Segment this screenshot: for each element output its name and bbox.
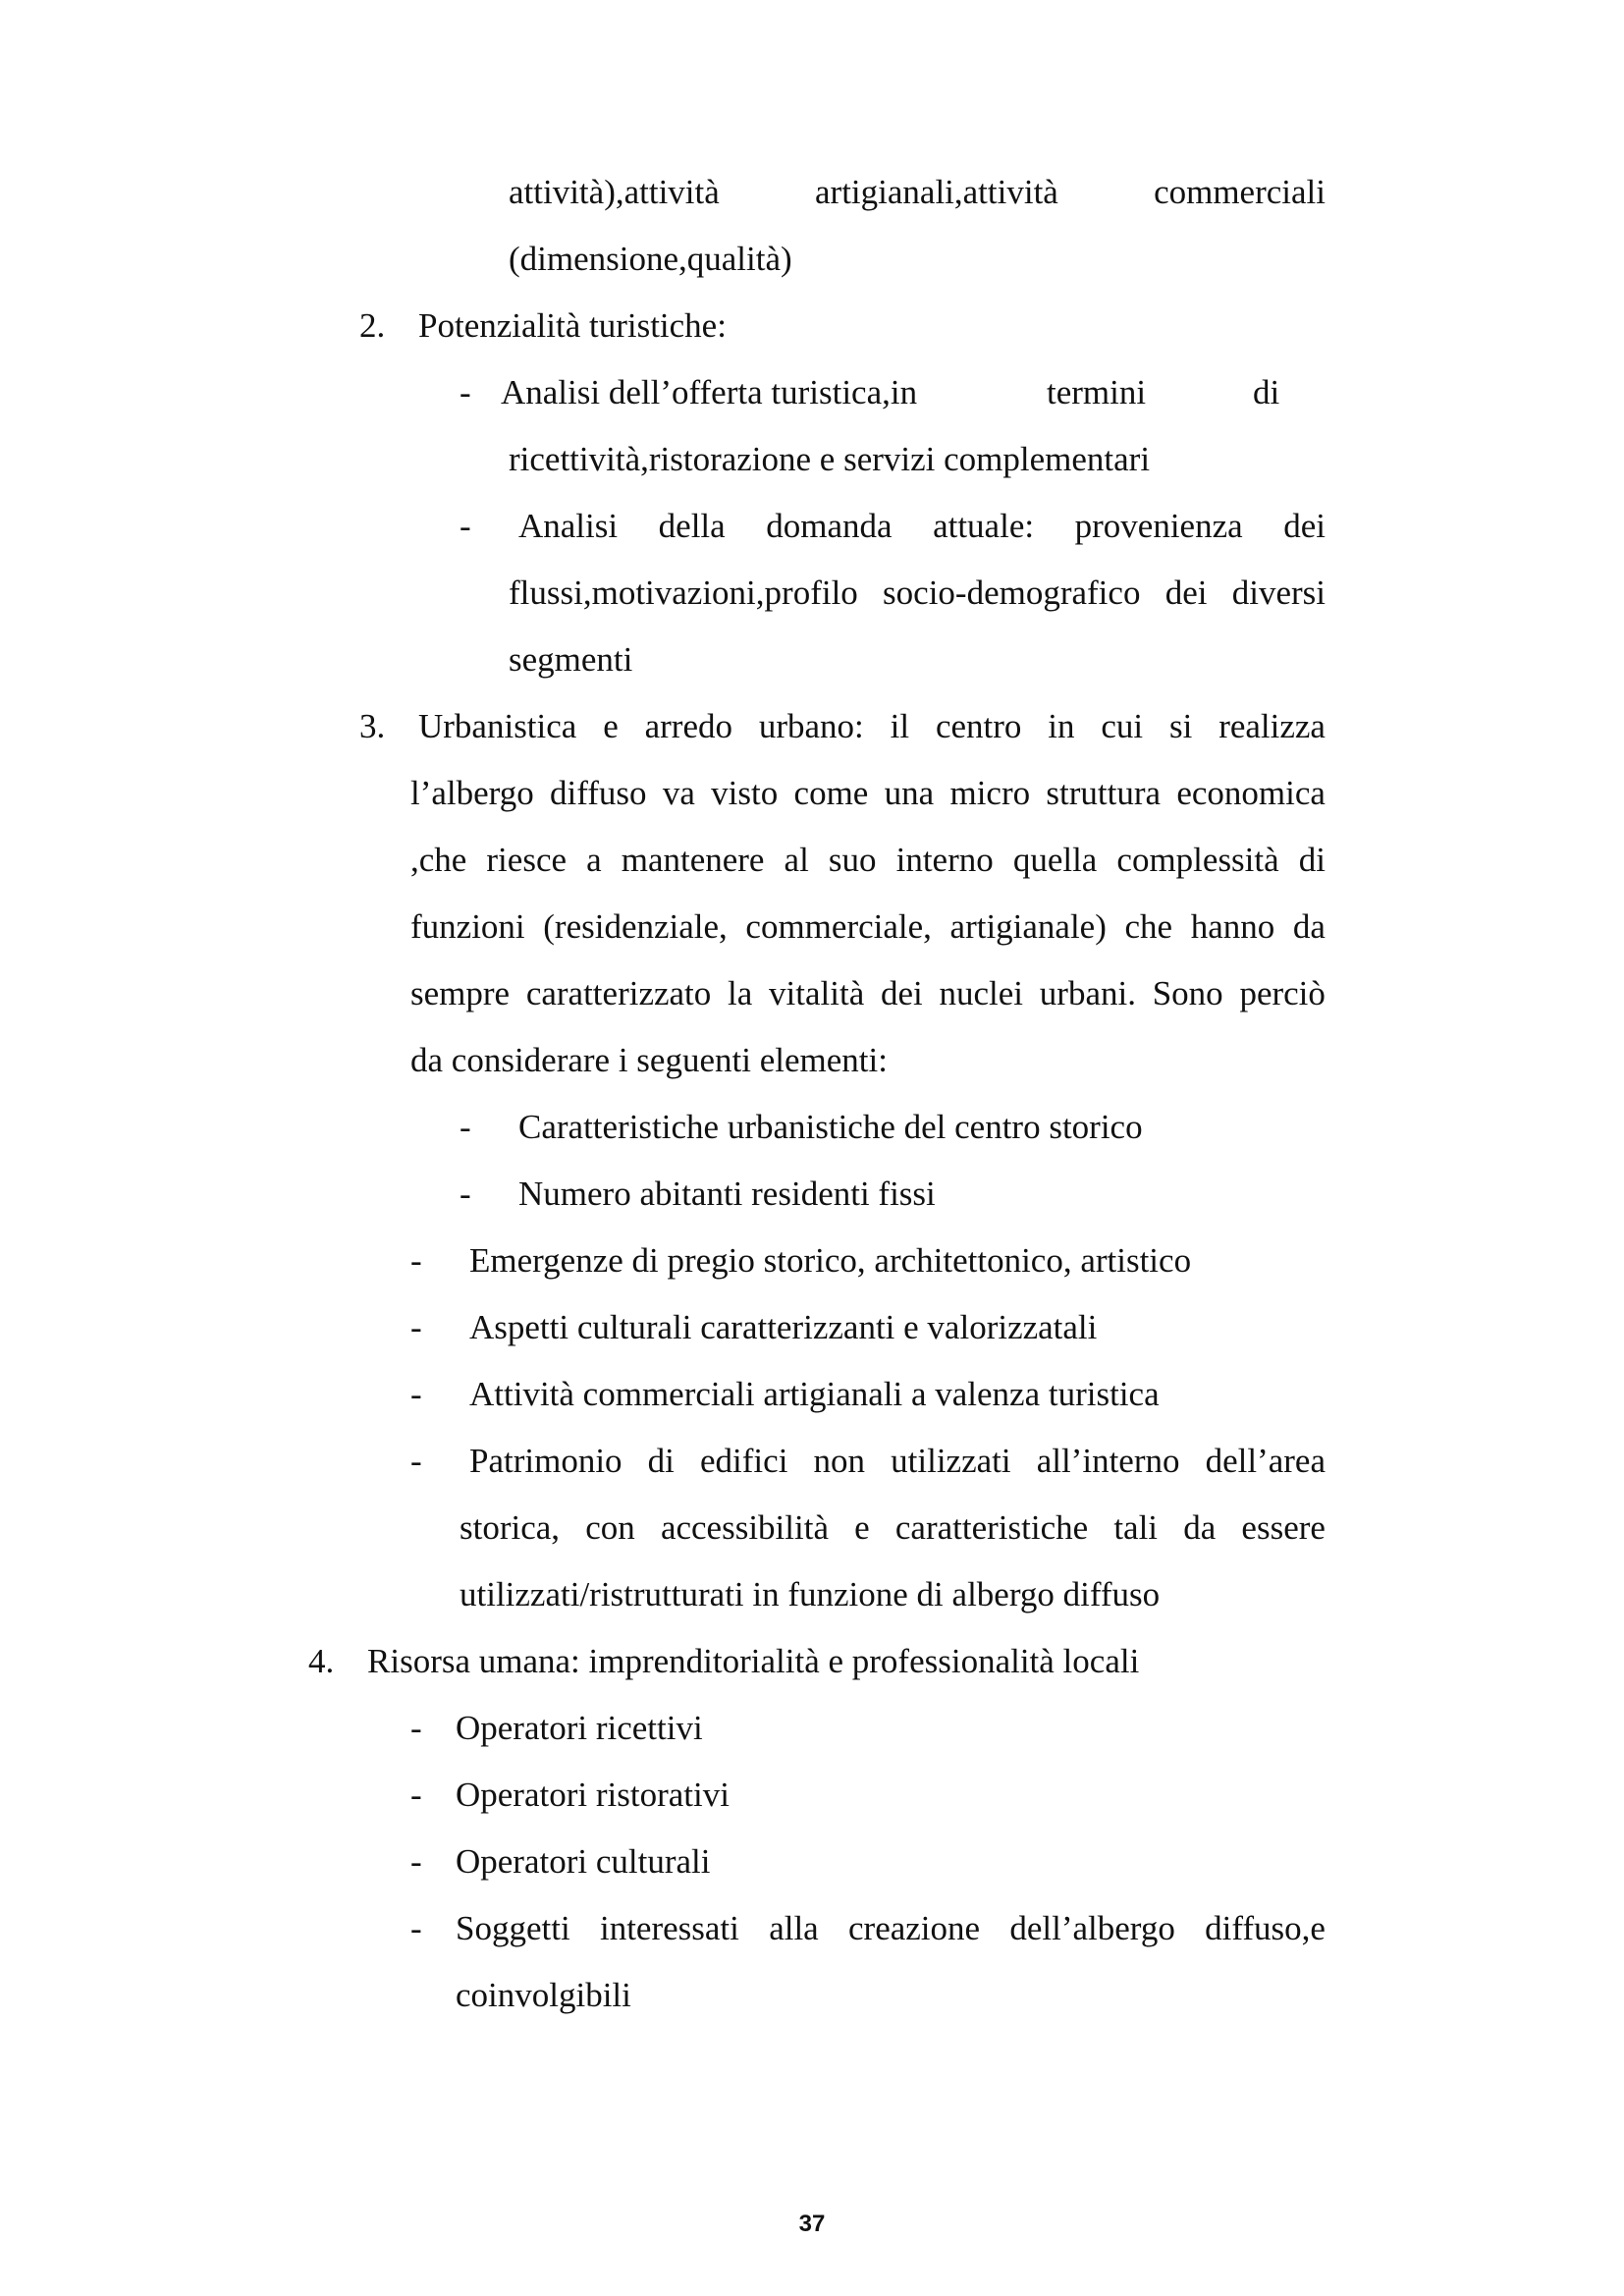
word: suo [828,841,877,879]
word: dell’area [1205,1442,1326,1480]
word: termini [1047,373,1147,411]
word: che [1124,907,1173,946]
word: a [586,841,602,879]
word: della [658,507,726,545]
text-line: segmenti [509,640,633,679]
word: economica [1176,774,1326,812]
word: arredo [644,707,732,745]
text-line [501,371,1286,414]
word: di [1298,841,1326,879]
word: diffuso [550,774,647,812]
text-line [460,1506,1326,1550]
word: hanno [1190,907,1275,946]
word: accessibilità [660,1508,829,1547]
word: cui [1101,707,1144,745]
text-line: da considerare i seguenti elementi: [410,1041,888,1079]
text-line [469,1440,1326,1483]
text-line: Operatori ristorativi [456,1776,730,1814]
word: complessità [1116,841,1279,879]
word: utilizzati [891,1442,1011,1480]
word: urbani. [1039,974,1136,1012]
bullet-dash: - [460,1175,471,1213]
word: provenienza [1074,507,1243,545]
word: centro [935,707,1022,745]
word: e [603,707,619,745]
word: tali [1113,1508,1159,1547]
word: caratterizzato [525,974,712,1012]
word: sempre [410,974,511,1012]
word: interno [895,841,994,879]
bullet-dash: - [410,1442,422,1480]
text-line: Attività commerciali artigianali a valenza turistica [469,1375,1160,1413]
text-line [509,171,1326,214]
word: si [1168,707,1193,745]
word: con [585,1508,635,1547]
bullet-dash: - [460,373,471,411]
word: da [1292,907,1326,946]
text-line [410,839,1326,882]
text-line [509,572,1326,615]
word: (residenziale, [543,907,728,946]
word: Soggetti [456,1909,570,1947]
word: diversi [1231,574,1326,612]
text-line: utilizzati/ristrutturati in funzione di albergo diffuso [460,1575,1161,1613]
word: commerciali [1154,173,1326,211]
word: struttura [1046,774,1162,812]
word: Patrimonio [469,1442,623,1480]
word: funzioni [410,907,525,946]
word: caratteristiche [894,1508,1089,1547]
word: attività),attività [509,173,720,211]
word: la [728,974,753,1012]
text-line [410,972,1326,1015]
word: diffuso,e [1205,1909,1326,1947]
word: domanda [766,507,893,545]
text-line [518,505,1326,548]
word: visto [711,774,779,812]
word: e [854,1508,870,1547]
word: come [793,774,869,812]
list-number: 3. [359,707,386,745]
word: edifici [700,1442,788,1480]
word: micro [949,774,1031,812]
word: interessati [599,1909,739,1947]
word: creazione [848,1909,981,1947]
bullet-dash: - [410,1241,422,1280]
word: storica, [460,1508,561,1547]
word: da [1183,1508,1217,1547]
word: realizza [1218,707,1326,745]
page-number: 37 [798,2211,826,2237]
word: di [647,1442,675,1480]
text-line [410,772,1326,815]
bullet-dash: - [410,1909,422,1947]
word: essere [1241,1508,1326,1547]
word: socio-demografico [883,574,1141,612]
text-line: Emergenze di pregio storico, architettonico, artistico [469,1241,1192,1280]
text-line [410,905,1326,949]
word: Urbanistica [418,707,577,745]
word: l’albergo [410,774,534,812]
text-line: Aspetti culturali caratterizzanti e valorizzatali [469,1308,1098,1346]
word: di [1253,373,1280,411]
word: flussi,motivazioni,profilo [509,574,858,612]
list-number: 2. [359,306,386,345]
bullet-dash: - [410,1308,422,1346]
word: dei [881,974,923,1012]
bullet-dash: - [460,1108,471,1146]
word: dei [1164,574,1208,612]
section-heading: Risorsa umana: imprenditorialità e professionalità locali [367,1642,1140,1680]
word: perciò [1239,974,1326,1012]
list-number: 4. [308,1642,335,1680]
word: nuclei [939,974,1024,1012]
word: commerciale, [745,907,932,946]
word: dei [1283,507,1326,545]
text-line: Operatori ricettivi [456,1709,703,1747]
word: all’interno [1036,1442,1180,1480]
text-line [456,1907,1326,1950]
section-heading: Potenzialità turistiche: [418,306,727,345]
word: vitalità [769,974,865,1012]
word: Sono [1152,974,1223,1012]
text-line [418,705,1326,748]
bullet-dash: - [410,1776,422,1814]
word: mantenere [621,841,765,879]
word: una [884,774,935,812]
word: il [890,707,910,745]
word: Analisi [518,507,619,545]
word: Analisi dell’offerta turistica,in [501,373,918,411]
bullet-dash: - [460,507,471,545]
word: artigianale) [949,907,1107,946]
bullet-dash: - [410,1709,422,1747]
word: non [813,1442,866,1480]
text-line: (dimensione,qualità) [509,240,792,278]
word: va [662,774,695,812]
word: in [1048,707,1075,745]
text-line: coinvolgibili [456,1976,631,2014]
word: quella [1012,841,1098,879]
word: dell’albergo [1009,1909,1175,1947]
word: ,che [410,841,467,879]
bullet-dash: - [410,1375,422,1413]
text-line: Numero abitanti residenti fissi [518,1175,936,1213]
text-line: ricettività,ristorazione e servizi complementari [509,440,1151,478]
word: riesce [486,841,568,879]
text-line: Caratteristiche urbanistiche del centro storico [518,1108,1143,1146]
word: urbano: [758,707,864,745]
word: artigianali,attività [815,173,1058,211]
word: attuale: [933,507,1035,545]
text-line: Operatori culturali [456,1842,711,1881]
word: al [784,841,809,879]
bullet-dash: - [410,1842,422,1881]
word: alla [769,1909,819,1947]
